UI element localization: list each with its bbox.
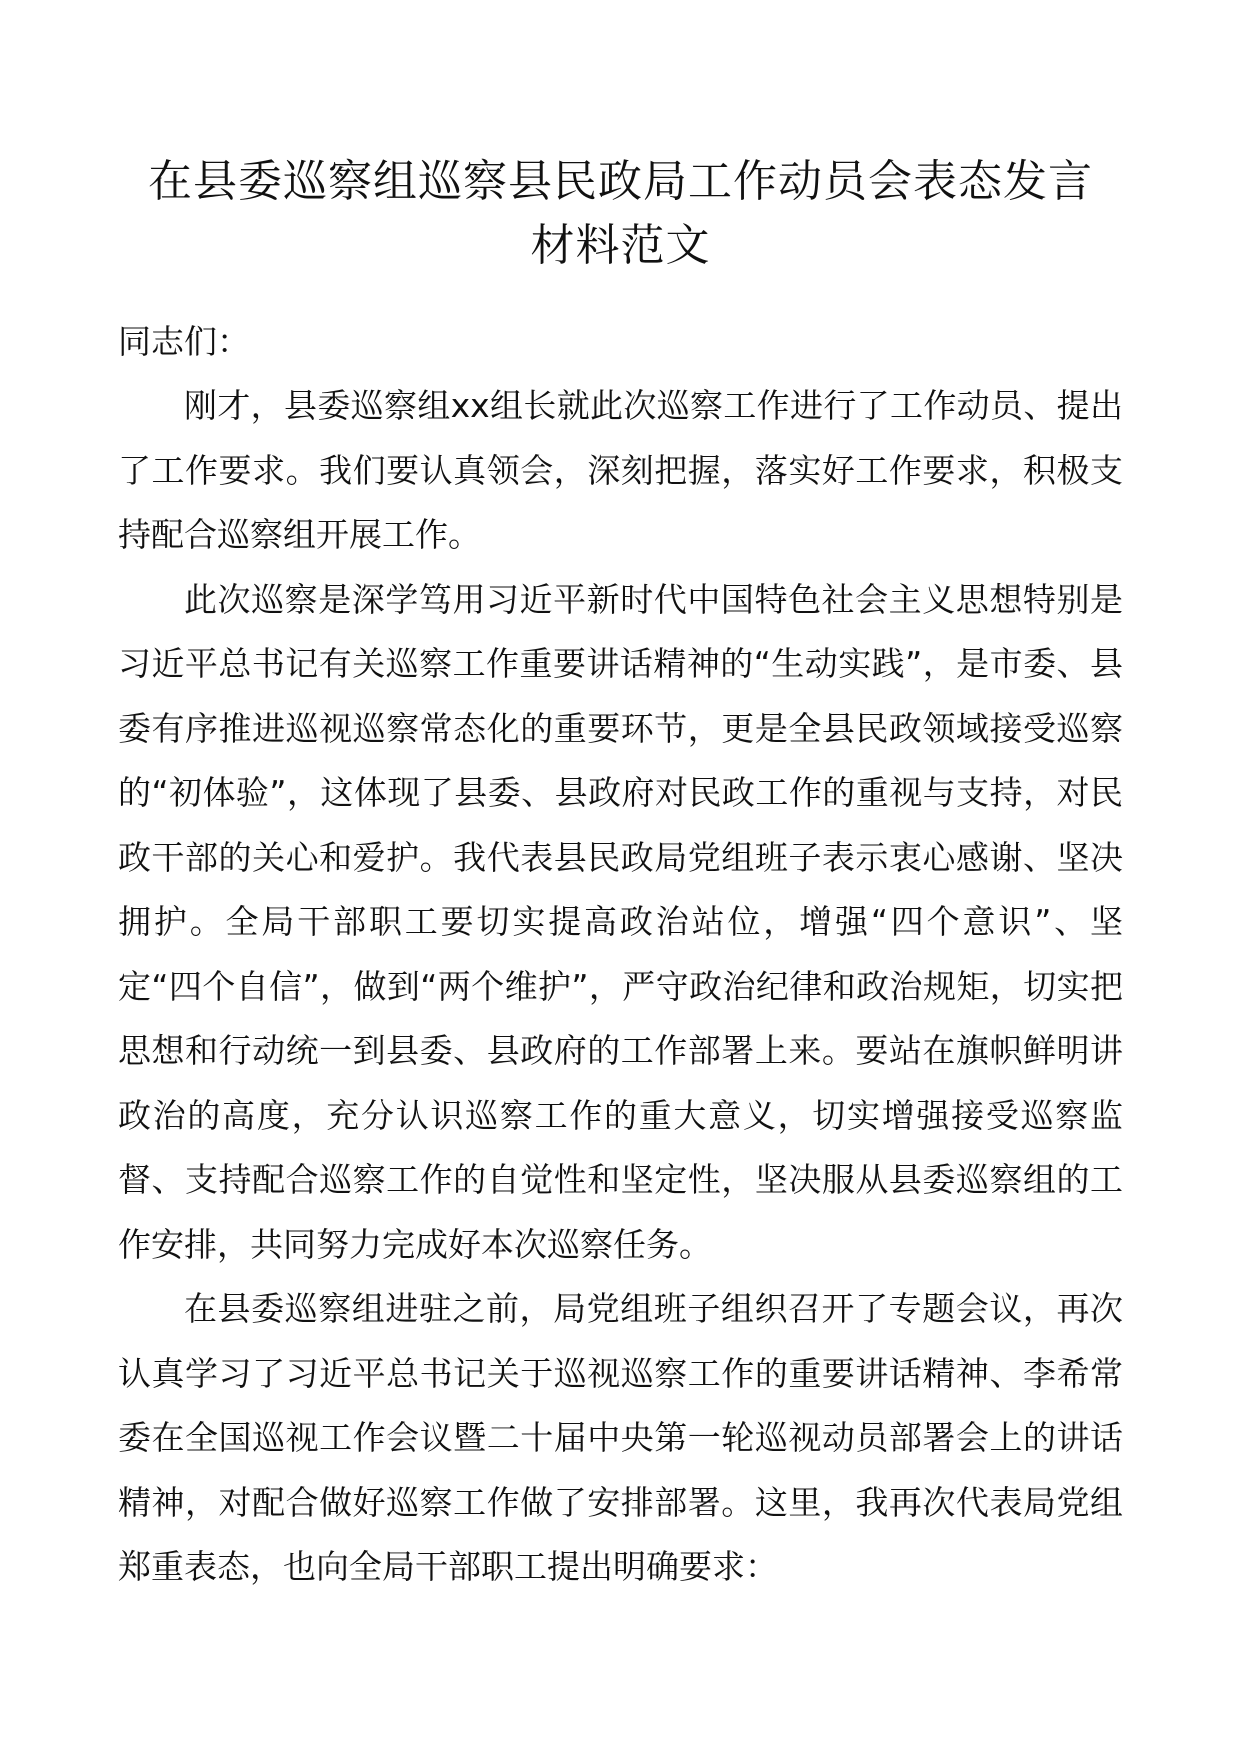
- title-line-1: 在县委巡察组巡察县民政局工作动员会表态发言: [148, 156, 1093, 207]
- document-title: [118, 150, 1123, 278]
- paragraph-3: 在县委巡察组进驻之前，局党组班子组织召开了专题会议，再次认真学习了习近平总书记关于巡视巡察工作的重要讲话精神、李希常委在全国巡视工作会议暨二十届中央第一轮巡视动员部署会上的讲话精神，对配合做好巡察工作做了安排部署。这里，我再次代表局党组郑重表态，也向全局干部职工提出明确要求：: [118, 1289, 1123, 1586]
- salutation: 同志们：: [118, 322, 250, 361]
- paragraph-1: 刚才，县委巡察组xx组长就此次巡察工作进行了工作动员、提出了工作要求。我们要认真领会，深刻把握，落实好工作要求，积极支持配合巡察组开展工作。: [118, 386, 1123, 554]
- title-line-2: 材料范文: [530, 220, 711, 271]
- document-page: [118, 150, 1123, 1600]
- paragraph-2: 此次巡察是深学笃用习近平新时代中国特色社会主义思想特别是习近平总书记有关巡察工作重要讲话精神的“生动实践”，是市委、县委有序推进巡视巡察常态化的重要环节，更是全县民政领域接受巡察的“初体验”，这体现了县委、县政府对民政工作的重视与支持，对民政干部的关心和爱护。我代表县民政局党组班子表示衷心感谢、坚决拥护。全局干部职工要切实提高政治站位，增强“四个意识”、坚定“四个自信”，做到“两个维护”，严守政治纪律和政治规矩，切实把思想和行动统一到县委、县政府的工作部署上来。要站在旗帜鲜明讲政治的高度，充分认识巡察工作的重大意义，切实增强接受巡察监督、支持配合巡察工作的自觉性和坚定性，坚决服从县委巡察组的工作安排，共同努力完成好本次巡察任务。: [118, 579, 1123, 1264]
